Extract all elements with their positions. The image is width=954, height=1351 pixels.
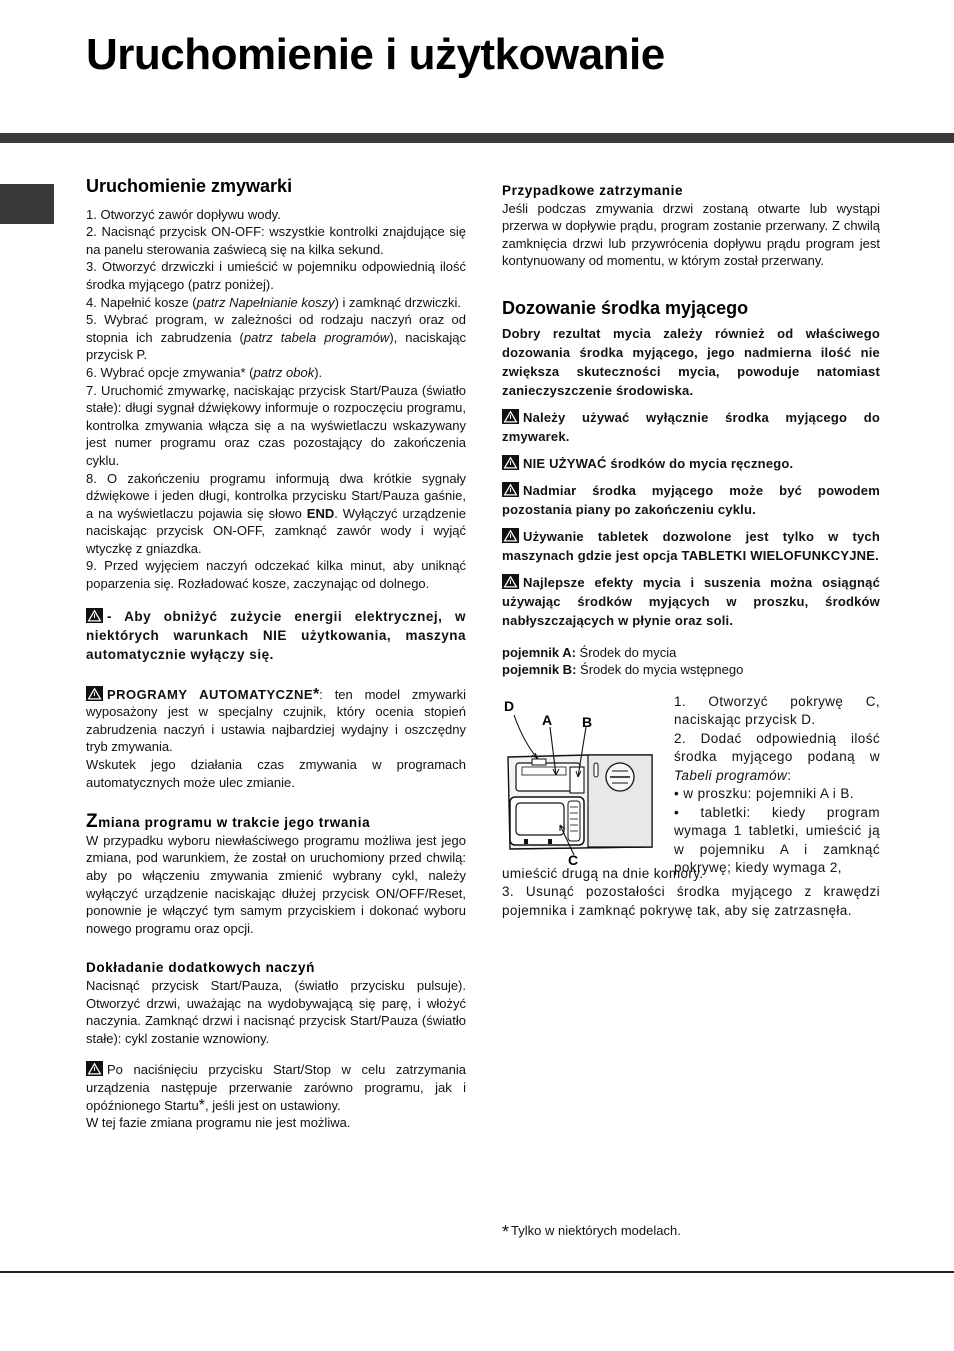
dispenser-instructions bbox=[674, 693, 880, 878]
container-b: pojemnik B: Środek do mycia wstępnego bbox=[502, 662, 744, 678]
accidental-text: Jeśli podczas zmywania drzwi zostaną otwarte lub wystąpi przerwa w dopływie prądu, program zostanie przerwany. Z chwilą zamknięcia drzwi lub przywrócenia dopływu prądu program jest kontynuowany od momentu, w którym został przerwany. bbox=[502, 200, 880, 269]
stop-note: Po naciśnięciu przycisku Start/Stop w celu zatrzymania urządzenia następuje przerwanie zarówno programu, jak i opóźnionego Startu*, jeśli jest on ustawiony. bbox=[86, 1062, 466, 1114]
detergent-dispenser-diagram bbox=[502, 697, 662, 865]
change-heading: Zmiana programu w trakcie jego trwania bbox=[86, 811, 371, 833]
step-1: 1. Otworzyć zawór dopływu wody. bbox=[86, 206, 281, 222]
fig-bullet-2: • tabletki: kiedy program wymaga 1 tabletki, umieścić ją w pojemniku A i zamknąć pokrywę; kiedy wymaga 2, bbox=[674, 804, 880, 876]
change-text: W przypadku wyboru niewłaściwego programu możliwa jest jego zmiana, pod warunkiem, że został on uruchomiony przed chwilą: aby po włączeniu zmywania zmienić wybrany cykl, należy wyłączyć urządzenie naciskając dłużej przycisk ON/OFF/Reset, ponownie je włączyć tym samym przyciskiem i dokonać wyboru nowego programu oraz opcji. bbox=[86, 832, 466, 936]
step-5: 5. Wybrać program, w zależności od rodzaju naczyń oraz od stopnia ich zabrudzenia (patrz tabela programów), naciskając przycisk P. bbox=[86, 312, 467, 363]
step-4: 4. Napełnić kosze (patrz Napełnianie koszy) i zamknąć drzwiczki. bbox=[86, 294, 462, 310]
start-heading: Uruchomienie zmywarki bbox=[86, 176, 293, 196]
label-b: B bbox=[582, 713, 593, 730]
auto-programs: PROGRAMY AUTOMATYCZNE*: ten model zmywarki wyposażony jest w specjalny czujnik, który ocenia stopień zabrudzenia naczyń i ustawia najbardziej wydajny i oszczędny tryb zmywania. bbox=[86, 685, 466, 755]
header-rule bbox=[0, 133, 954, 143]
step-2: 2. Nacisnąć przycisk ON-OFF: wszystkie kontrolki znajdujące się na panelu sterowania zaświecą się na kilka sekund. bbox=[86, 224, 466, 257]
footnote: * Tylko w niektórych modelach. bbox=[502, 1222, 681, 1242]
page-title: Uruchomienie i użytkowanie bbox=[86, 30, 665, 79]
warning-icon bbox=[502, 574, 519, 589]
step-9: 9. Przed wyjęciem naczyń odczekać kilka minut, aby uniknąć poparzenia się. Rozładować kosze, zaczynając od dolnego. bbox=[86, 558, 466, 592]
energy-note: - Aby obniżyć zużycie energii elektrycznej, w niektórych warunkach NIE użytkowania, maszyna automatycznie wyłączy się. bbox=[86, 608, 466, 662]
warning-3: Nadmiar środka myjącego może być powodem pozostania piany po zakończeniu cyklu. bbox=[502, 482, 880, 517]
warning-icon bbox=[86, 686, 103, 701]
label-c: C bbox=[568, 851, 579, 865]
fig-bullet-1: • w proszku: pojemniki A i B. bbox=[674, 786, 854, 802]
auto-programs-2: Wskutek jego działania czas zmywania w programach automatycznych może ulec zmianie. bbox=[86, 757, 466, 790]
fig-bullet-2-cont: umieścić drugą na dnie komory. bbox=[502, 865, 704, 881]
warning-2: NIE UŻYWAĆ środków do mycia ręcznego. bbox=[502, 454, 880, 473]
warning-4: Używanie tabletek dozwolone jest tylko w tych maszynach gdzie jest opcja TABLETKI WIELOFUNKCYJNE. bbox=[502, 528, 880, 563]
warning-icon bbox=[502, 482, 519, 497]
add-text: Nacisnąć przycisk Start/Pauza, (światło przycisku pulsuje). Otworzyć drzwi, uważając na wydobywającą się parę, i włożyć naczynia. Zamknąć drzwi i nacisnąć przycisk Start/Pauza (światło stałe): cykl zostanie wznowiony. bbox=[86, 977, 466, 1046]
warning-icon bbox=[502, 455, 519, 470]
right-column bbox=[502, 182, 880, 920]
fig-step-1: 1. Otworzyć pokrywę C, naciskając przycisk D. bbox=[674, 693, 880, 728]
step-7: 7. Uruchomić zmywarkę, naciskając przycisk Start/Pauza (światło stałe): długi sygnał dźwiękowy informuje o rozpoczęciu programu, kontrolka zmywania włącza się a na wyświetlaczu wskazywany jest numer programu oraz czas pozostający do zakończenia cyklu. bbox=[86, 382, 466, 468]
auto-heading: PROGRAMY AUTOMATYCZNE bbox=[107, 686, 314, 702]
warning-icon bbox=[86, 608, 103, 623]
left-column bbox=[86, 178, 466, 1132]
dosing-intro: Dobry rezultat mycia zależy również od właściwego dozowania środka myjącego, jego nadmierna ilość nie zwiększa skuteczności mycia, powoduje natomiast zanieczyszczenie środowiska. bbox=[502, 325, 880, 398]
footer-rule bbox=[0, 1271, 954, 1273]
step-8: 8. O zakończeniu programu informują dwa krótkie sygnały dźwiękowe i jeden długi, kontrolka przycisku Start/Pauza gaśnie, a na wyświetlaczu pojawia się słowo END. Wyłączyć urządzenie naciskając przycisk ON-OFF, zamknąć zawór wody i wyjąć wtyczkę z gniazdka. bbox=[86, 470, 466, 556]
stop-note-2: W tej fazie zmiana programu nie jest możliwa. bbox=[86, 1115, 351, 1131]
fig-step-2: 2. Dodać odpowiednią ilość środka myjącego podaną w Tabeli programów: bbox=[674, 730, 880, 783]
step-3: 3. Otworzyć drzwiczki i umieścić w pojemniku odpowiednią ilość środka myjącego (patrz poniżej). bbox=[86, 259, 466, 292]
dosing-heading: Dozowanie środka myjącego bbox=[502, 297, 749, 318]
side-tab-marker bbox=[0, 184, 54, 224]
accidental-heading: Przypadkowe zatrzymanie bbox=[502, 183, 684, 198]
warning-5: Najlepsze efekty mycia i suszenia można osiągnąć używając środków myjących w proszku, środków nabłyszczających w płynie oraz soli. bbox=[502, 574, 880, 628]
warning-icon bbox=[502, 528, 519, 543]
label-d: D bbox=[504, 697, 515, 714]
warning-1: Należy używać wyłącznie środka myjącego do zmywarek. bbox=[502, 409, 880, 444]
warning-icon bbox=[502, 409, 519, 424]
fig-step-3: 3. Usunąć pozostałości środka myjącego z krawędzi pojemnika i zamknąć pokrywę tak, aby się zatrzasnęła. bbox=[502, 884, 880, 918]
container-a: pojemnik A: Środek do mycia bbox=[502, 644, 677, 660]
step-6: 6. Wybrać opcje zmywania* (patrz obok). bbox=[86, 364, 323, 380]
warning-icon bbox=[86, 1061, 103, 1076]
label-a: A bbox=[542, 711, 553, 728]
add-heading: Dokładanie dodatkowych naczyń bbox=[86, 960, 315, 976]
